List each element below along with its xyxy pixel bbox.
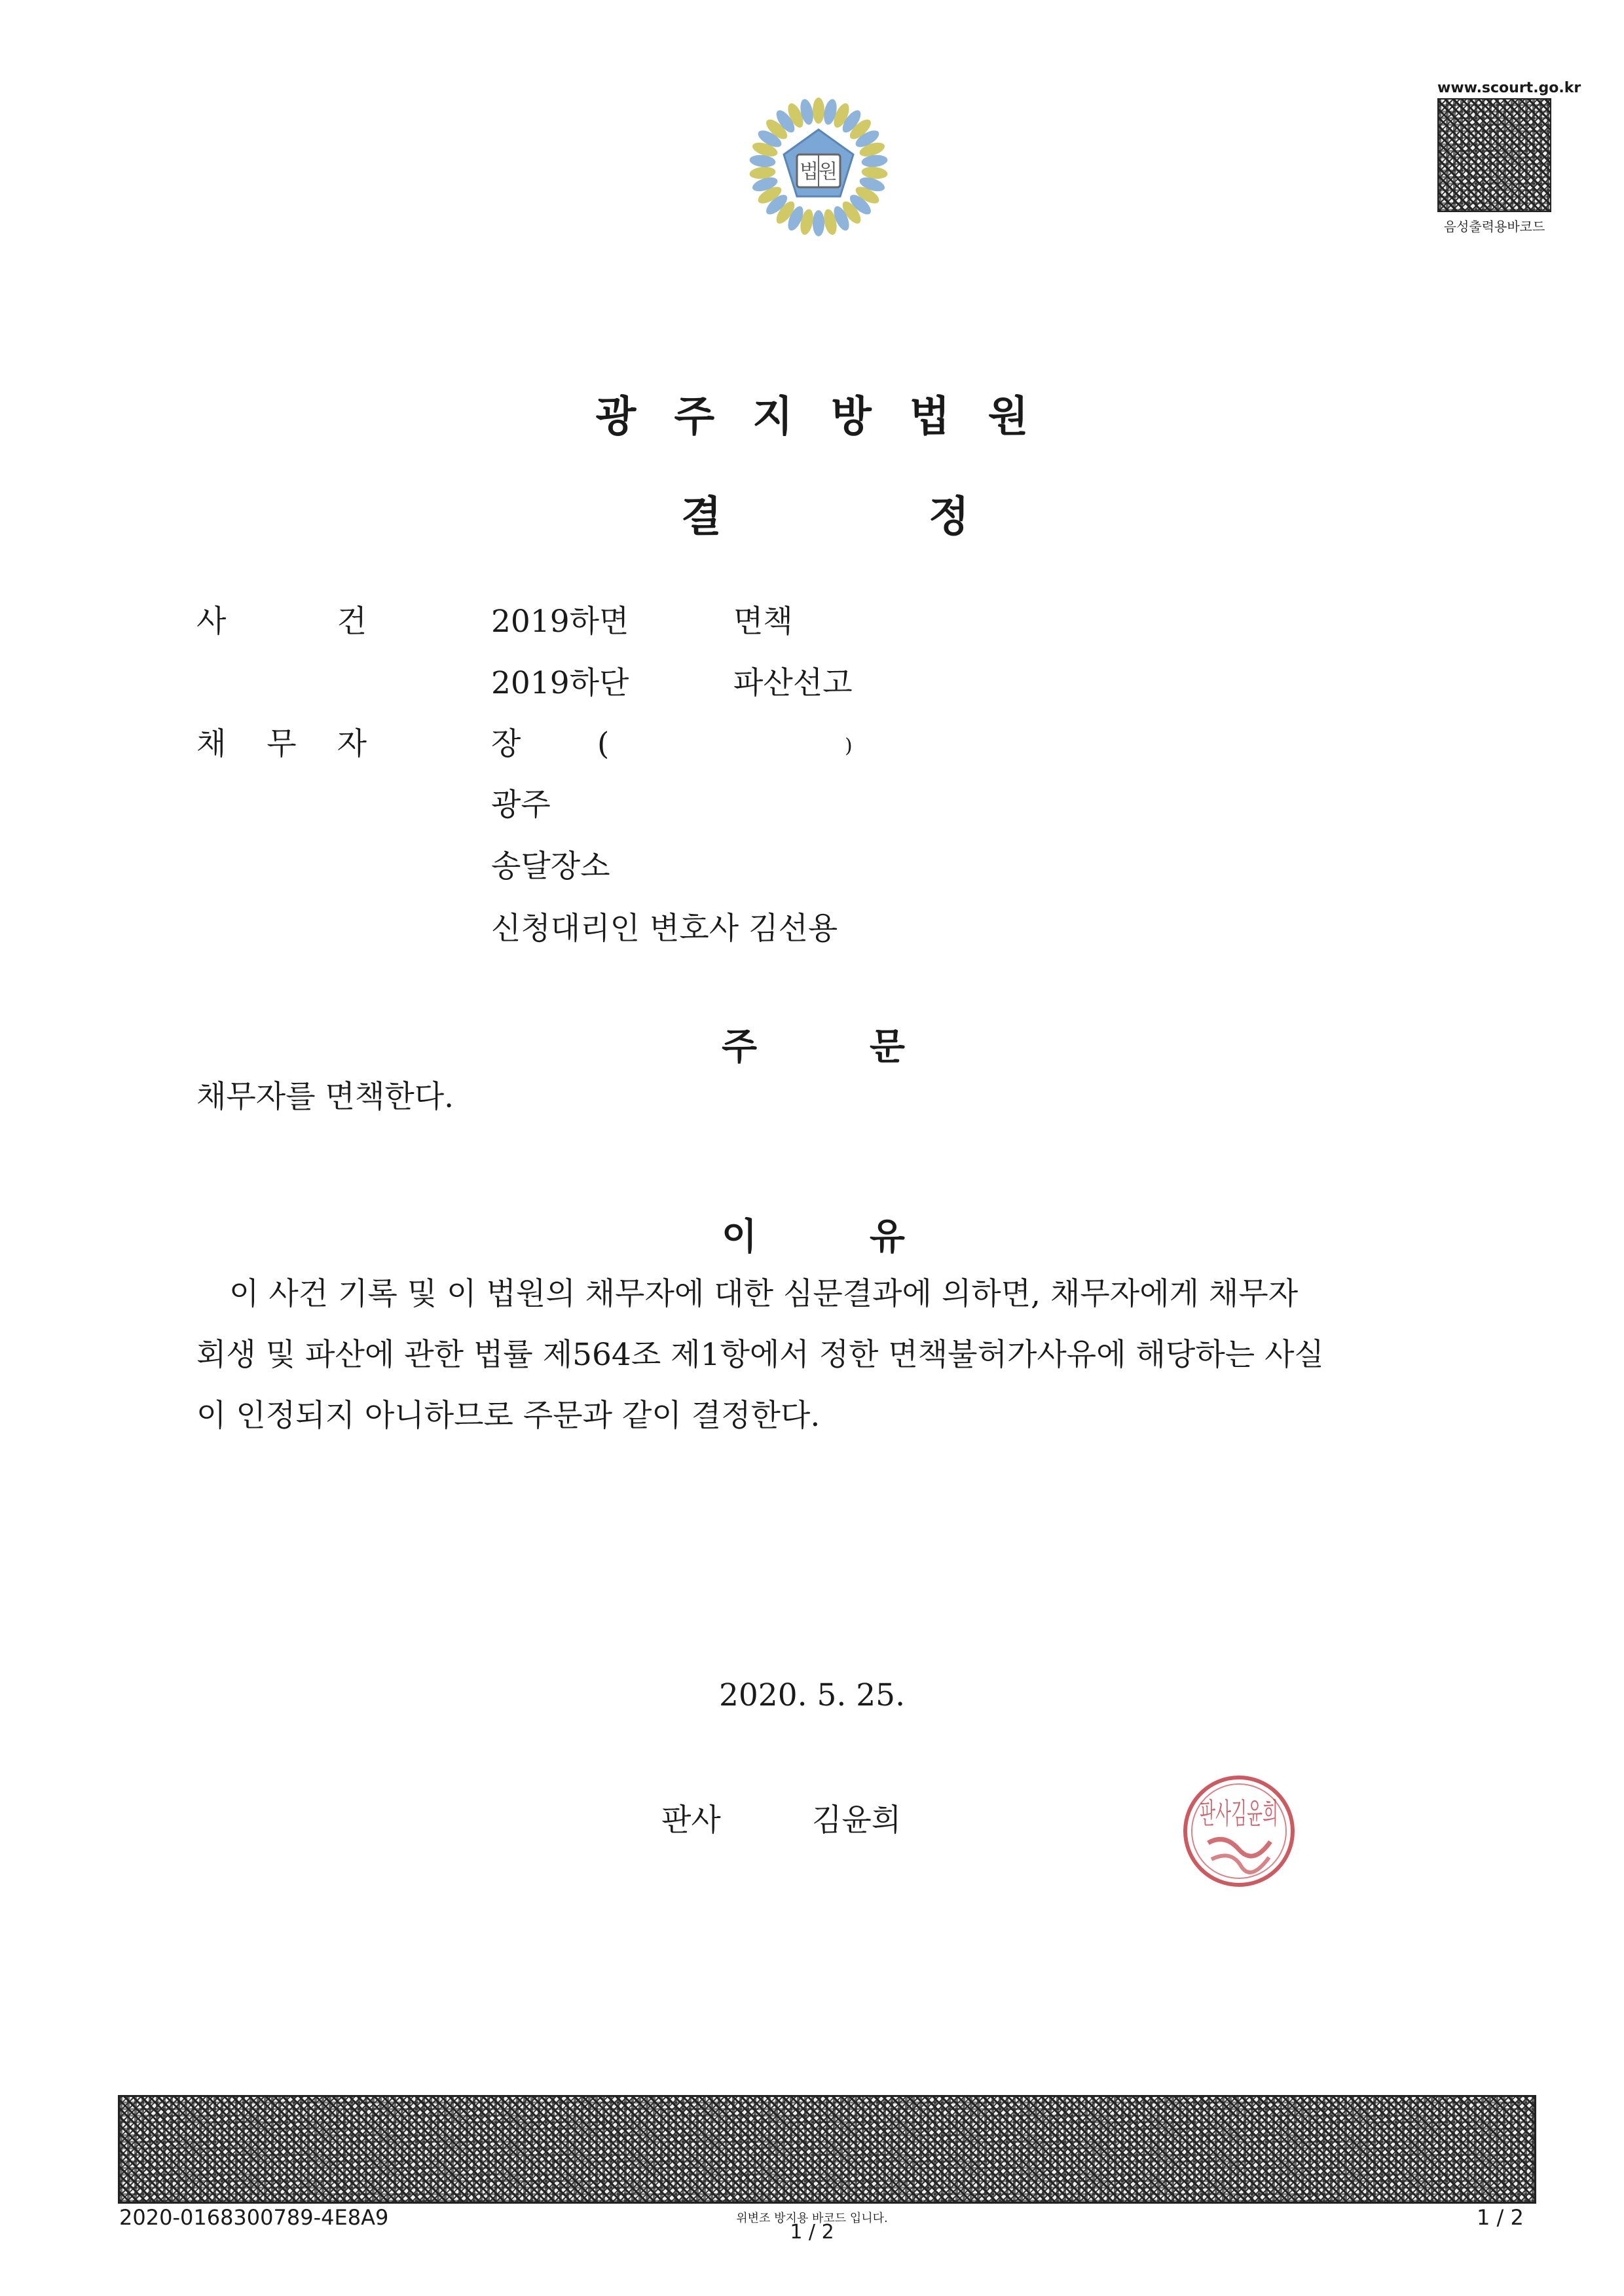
emblem-text: 법원 [800, 160, 838, 183]
label-char: 무 [267, 726, 297, 762]
debtor-label [196, 726, 367, 762]
applicant-agent: 신청대리인 변호사 김선용 [491, 911, 838, 947]
qr-caption: 음성출력용바코드 [1443, 219, 1545, 234]
order-heading [722, 1018, 905, 1070]
doc-type-char: 결 [681, 493, 722, 541]
heading-char: 유 [869, 1216, 905, 1258]
heading-char: 주 [722, 1026, 758, 1068]
label-char: 자 [337, 726, 367, 762]
case-type-2: 파산선고 [733, 665, 853, 701]
page-number-center: 1 / 2 [790, 2221, 834, 2244]
anti-forgery-barcode [118, 2095, 1536, 2204]
reason-line-3: 이 인정되지 아니하므로 주문과 같이 결정한다. [196, 1398, 821, 1434]
debtor-paren-close: ) [845, 735, 853, 757]
seal-icon [1179, 1771, 1300, 1892]
heading-char: 문 [869, 1026, 905, 1068]
page-number-right: 1 / 2 [1477, 2205, 1524, 2230]
qr-code [1437, 98, 1551, 212]
judge-seal [1179, 1771, 1300, 1892]
qr-url: www.scourt.go.kr [1437, 80, 1581, 96]
judge-name: 김윤희 [812, 1802, 902, 1838]
case-number-1: 2019하면 [491, 604, 629, 640]
seal-text: 판사김윤희 [1200, 1797, 1278, 1831]
label-char: 채 [196, 726, 227, 762]
heading-char: 이 [722, 1216, 758, 1258]
judge-title: 판사 [661, 1802, 721, 1838]
order-text: 채무자를 면책한다. [196, 1079, 454, 1115]
court-name: 광주지방법원 [595, 393, 1067, 441]
document-type [681, 483, 969, 543]
emblem-petal [813, 210, 824, 236]
reason-line-2: 회생 및 파산에 관한 법률 제564조 제1항에서 정한 면책불허가사유에 해당하는 사실 [196, 1337, 1324, 1373]
reason-heading [722, 1208, 905, 1260]
debtor-paren-open: ( [597, 726, 610, 762]
court-emblem-icon [743, 92, 894, 242]
case-label [196, 604, 367, 640]
decision-date: 2020. 5. 25. [718, 1677, 906, 1713]
debtor-address: 광주 [491, 787, 551, 823]
label-char: 사 [196, 604, 227, 640]
doc-type-char: 정 [929, 493, 969, 541]
court-emblem [743, 92, 894, 242]
case-type-1: 면책 [733, 604, 793, 640]
label-char: 건 [337, 604, 367, 640]
debtor-name: 장 [491, 726, 521, 762]
reason-line-1: 이 사건 기록 및 이 법원의 채무자에 대한 심문결과에 의하면, 채무자에게 채무자 [229, 1276, 1299, 1312]
barcode-caption: 위변조 방지용 바코드 입니다. [736, 2212, 888, 2225]
case-number-2: 2019하단 [491, 665, 629, 701]
emblem-petal [813, 98, 824, 124]
delivery-label: 송달장소 [491, 848, 610, 884]
document-id: 2020-0168300789-4E8A9 [119, 2205, 389, 2230]
